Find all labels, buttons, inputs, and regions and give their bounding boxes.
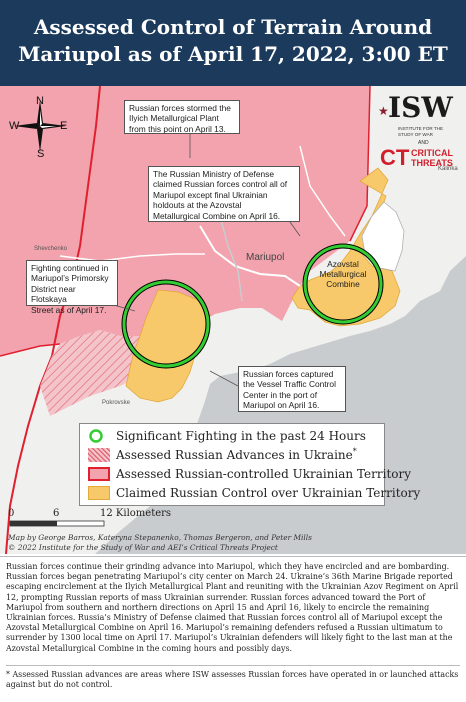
legend-label-text: Assessed Russian Advances in Ukraine [116, 448, 353, 462]
ct-name-line-1: CRITICAL [411, 148, 453, 158]
scale-tick-6: 6 [53, 508, 60, 519]
legend-claimed-icon [88, 486, 110, 500]
map-description: Russian forces continue their grinding advance into Mariupol, which they have encircled and are bombarding. Russian forces began penetrating Mariupol’s city center on March 24. Ukraine’s 36th Marine Brigade reported escaping encirclement at the Ilyich Metallurgical Plant and reuniting with the Ukrainian Azov Regiment on April 12, prompting Russian reports of mass Ukrainian surrender. Russian forces advanced toward the Port of Mariupol from southern and northern directions on April 15 and April 16, likely to encircle the remaining Ukrainian forces. Russia’s Ministry of Defense claimed that Russian forces control all of Mariupol except the Azovstal Metallurgical Combine on April 16. Mariupol’s remaining defenders refused a Russian ultimatum to surrender by 1300 local time on April 17. Mariupol’s Ukrainian defenders will likely fight to the last man at the Azovstal Metallurgical Combine in the coming hours and possibly days. [6, 562, 459, 653]
azovstal-label-line: Metallurgical [319, 269, 367, 279]
scale-tick-12: 12 Kilometers [100, 508, 172, 519]
callout-primorsky [26, 260, 118, 315]
map-area [0, 86, 466, 554]
callout-ministry-claim [148, 166, 300, 222]
callout-line: Center in the port of [243, 389, 318, 400]
town-label-east: Kalinka [438, 166, 458, 172]
compass-north: N [36, 95, 44, 107]
city-label-mariupol: Mariupol [246, 252, 285, 263]
callout-line: Mariupol except final Ukrainian [153, 189, 268, 200]
credits-copyright: © 2022 Institute for the Study of War and AEI’s Critical Threats Project [8, 542, 278, 552]
compass-east: E [60, 120, 68, 132]
callout-line: Mariupol on April 16. [243, 400, 320, 411]
legend-asterisk: * [352, 447, 357, 456]
compass-west: W [9, 120, 20, 132]
legend-advances-icon [88, 448, 110, 462]
legend-item-advances [88, 445, 383, 464]
legend-label [116, 447, 357, 462]
callout-line: Ilyich Metallurgical Plant [129, 113, 219, 124]
town-label-southwest: Pokrovske [102, 400, 131, 406]
title-line-2: Mariupol as of April 17, 2022, 3:00 ET [18, 42, 448, 66]
callout-line: Street as of April 17. [31, 304, 107, 315]
legend-item-control [88, 464, 412, 483]
legend-item-claimed [88, 483, 421, 502]
title-banner [0, 0, 466, 86]
callout-line: The Russian Ministry of Defense [153, 169, 275, 179]
azovstal-label-line: Azovstal [327, 259, 359, 269]
title-line-1: Assessed Control of Terrain Around [33, 15, 433, 39]
scale-tick-0: 0 [8, 508, 15, 519]
legend-item-fighting [88, 426, 383, 445]
town-label-west: Shevchenko [34, 246, 68, 252]
callout-line: Fighting continued in [31, 263, 109, 273]
callout-line: Mariupol’s Primorsky [31, 273, 109, 284]
callout-line: holdouts at the Azovstal [153, 200, 242, 211]
legend-fighting-icon [88, 429, 110, 443]
map-legend [79, 423, 421, 506]
divider [0, 556, 466, 557]
map-credits [8, 533, 368, 552]
callout-line: Metallurgical Combine on April 16. [153, 210, 281, 221]
callout-line: Russian forces captured [243, 369, 334, 379]
footnote: * Assessed Russian advances are areas where ISW assesses Russian forces have operated in or launched attacks against but do not control. [6, 670, 459, 690]
legend-control-icon [88, 467, 110, 481]
azovstal-label [313, 259, 373, 289]
logo-and: AND [418, 140, 429, 146]
compass-south: S [37, 148, 45, 160]
page-title [0, 14, 466, 68]
divider [6, 665, 460, 666]
callout-port [238, 366, 346, 412]
isw-subtitle: INSTITUTE FOR THE STUDY OF WAR [398, 126, 444, 137]
isw-star-icon: ★ [378, 104, 389, 118]
callout-ilyich-plant [124, 100, 240, 134]
azovstal-label-line: Combine [326, 279, 360, 289]
callout-line: from this point on April 13. [129, 123, 226, 134]
credits-authors: Map by George Barros, Kateryna Stepanenko, Thomas Bergeron, and Peter Mills [8, 533, 312, 542]
scale-bar [8, 510, 228, 532]
callout-line: Russian forces stormed the [129, 103, 231, 113]
legend-label: Claimed Russian Control over Ukrainian Territory [116, 485, 421, 500]
callout-line: claimed Russian forces control all of [153, 179, 288, 190]
legend-label: Assessed Russian-controlled Ukrainian Territory [116, 466, 412, 481]
ct-mark: CT [380, 145, 410, 170]
callout-line: District near Flotskaya [31, 283, 76, 305]
ct-name-line-2: THREATS [411, 158, 453, 168]
callout-line: the Vessel Traffic Control [243, 379, 336, 390]
legend-label: Significant Fighting in the past 24 Hours [116, 428, 366, 443]
isw-mark: ISW [388, 91, 453, 124]
